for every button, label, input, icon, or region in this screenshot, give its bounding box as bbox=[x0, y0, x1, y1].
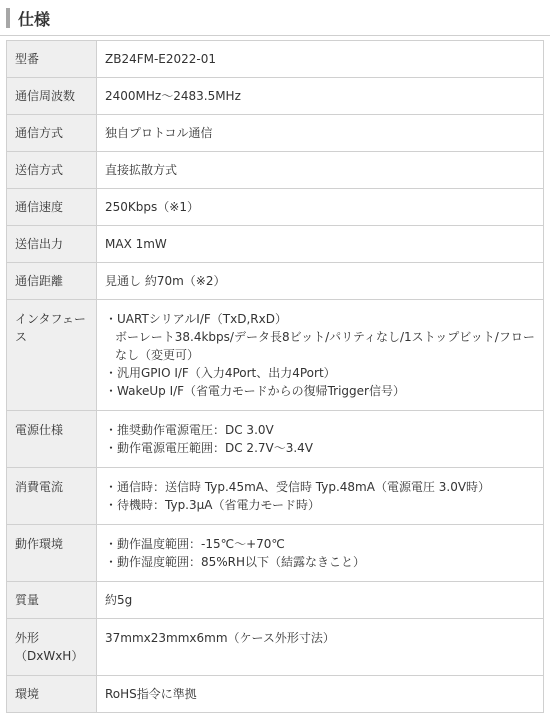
row-label: インタフェース bbox=[7, 300, 97, 411]
row-label: 動作環境 bbox=[7, 525, 97, 582]
table-row bbox=[7, 189, 544, 226]
table-row bbox=[7, 78, 544, 115]
value-line: ・待機時：Typ.3μA（省電力モード時） bbox=[105, 498, 320, 512]
table-row bbox=[7, 41, 544, 78]
table-row bbox=[7, 152, 544, 189]
row-label: 電源仕様 bbox=[7, 411, 97, 468]
section-header bbox=[0, 0, 550, 36]
row-label: 通信速度 bbox=[7, 189, 97, 226]
label-line: 外形 bbox=[15, 631, 40, 645]
row-label: 通信周波数 bbox=[7, 78, 97, 115]
spec-table bbox=[6, 40, 544, 713]
table-row bbox=[7, 468, 544, 525]
value-line: ・推奨動作電源電圧：DC 3.0V bbox=[105, 423, 274, 437]
value-line: ・UARTシリアルI/F（TxD,RxD） bbox=[105, 312, 287, 326]
row-value bbox=[97, 525, 544, 582]
row-label: 送信方式 bbox=[7, 152, 97, 189]
row-value: 独自プロトコル通信 bbox=[97, 115, 544, 152]
row-value bbox=[97, 468, 544, 525]
row-value: ZB24FM-E2022-01 bbox=[97, 41, 544, 78]
row-value: MAX 1mW bbox=[97, 226, 544, 263]
table-row bbox=[7, 263, 544, 300]
row-value: 37mmx23mmx6mm（ケース外形寸法） bbox=[97, 619, 544, 676]
row-label: 送信出力 bbox=[7, 226, 97, 263]
row-label: 通信方式 bbox=[7, 115, 97, 152]
table-row bbox=[7, 226, 544, 263]
value-line: ・動作電源電圧範囲：DC 2.7V〜3.4V bbox=[105, 441, 314, 455]
value-line: ボーレート38.4kbps/データ長8ビット/パリティなし/1ストップビット/フローなし（変更可） bbox=[115, 330, 535, 362]
row-value bbox=[97, 411, 544, 468]
value-line: ・動作温度範囲：-15℃〜+70℃ bbox=[105, 537, 285, 551]
section-marker bbox=[6, 8, 10, 28]
value-line: ・WakeUp I/F（省電力モードからの復帰Trigger信号） bbox=[105, 384, 405, 398]
table-row bbox=[7, 525, 544, 582]
table-row bbox=[7, 300, 544, 411]
row-label: 環境 bbox=[7, 676, 97, 713]
row-label: 型番 bbox=[7, 41, 97, 78]
row-label: 質量 bbox=[7, 582, 97, 619]
value-line: ・動作湿度範囲：85%RH以下（結露なきこと） bbox=[105, 555, 366, 569]
table-row bbox=[7, 582, 544, 619]
table-row bbox=[7, 115, 544, 152]
row-label bbox=[7, 619, 97, 676]
value-line: ・通信時：送信時 Typ.45mA、受信時 Typ.48mA（電源電圧 3.0V時） bbox=[105, 480, 491, 494]
row-value: 250Kbps（※1） bbox=[97, 189, 544, 226]
table-row bbox=[7, 619, 544, 676]
row-value: 見通し 約70m（※2） bbox=[97, 263, 544, 300]
row-value bbox=[97, 300, 544, 411]
label-line: （DxWxH） bbox=[15, 649, 84, 663]
row-value: 2400MHz〜2483.5MHz bbox=[97, 78, 544, 115]
row-value: RoHS指令に準拠 bbox=[97, 676, 544, 713]
row-label: 通信距離 bbox=[7, 263, 97, 300]
row-value: 約5g bbox=[97, 582, 544, 619]
section-title: 仕様 bbox=[18, 10, 51, 29]
value-line: ・汎用GPIO I/F（入力4Port、出力4Port） bbox=[105, 366, 336, 380]
row-value: 直接拡散方式 bbox=[97, 152, 544, 189]
table-row bbox=[7, 411, 544, 468]
row-label: 消費電流 bbox=[7, 468, 97, 525]
